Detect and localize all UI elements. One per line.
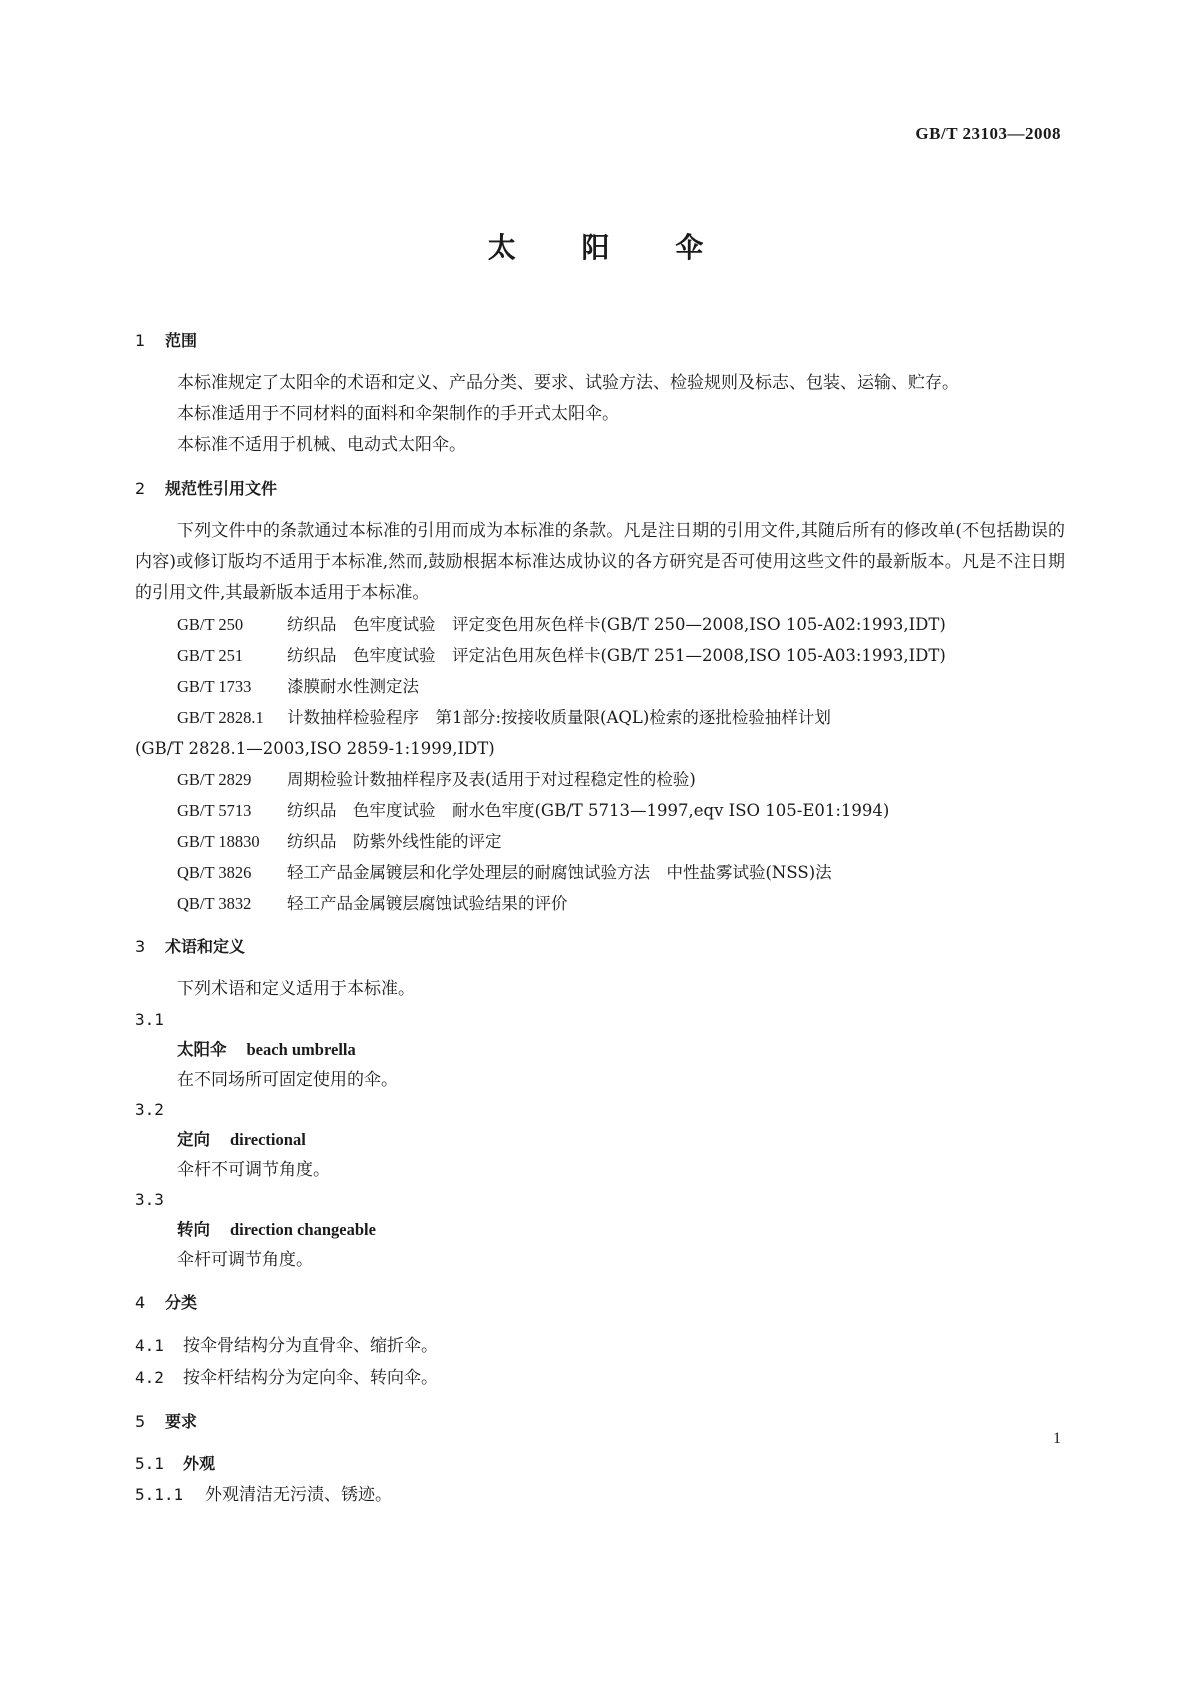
reference-item — [135, 671, 1065, 702]
section-number: 2 — [135, 479, 146, 498]
reference-item — [135, 857, 1065, 888]
page-number: 1 — [1053, 1430, 1061, 1447]
clause-text: 外观清洁无污渍、锈迹。 — [205, 1485, 392, 1505]
term — [135, 1215, 1065, 1245]
term — [135, 1125, 1065, 1155]
section-number: 1 — [135, 331, 146, 350]
clause-number: 5.1.1 — [135, 1485, 184, 1504]
reference-item — [135, 888, 1065, 919]
reference-item — [135, 826, 1065, 857]
subsection-title: 外观 — [183, 1454, 216, 1473]
clause-text: 按伞杆结构分为定向伞、转向伞。 — [183, 1368, 438, 1388]
title-char: 阳 — [581, 231, 610, 264]
clause — [135, 1479, 1065, 1511]
paragraph: 下列术语和定义适用于本标准。 — [177, 979, 415, 999]
subsection-number: 5.1 — [135, 1454, 164, 1473]
reference-code: QB/T 3826 — [177, 863, 252, 882]
term-zh: 太阳伞 — [177, 1040, 227, 1059]
term-number: 3.1 — [135, 1010, 164, 1029]
paragraph: 本标准不适用于机械、电动式太阳伞。 — [177, 435, 466, 455]
term-zh: 定向 — [177, 1130, 210, 1149]
reference-item — [135, 609, 1065, 640]
paragraph: 下列文件中的条款通过本标准的引用而成为本标准的条款。凡是注日期的引用文件,其随后所有的修改单(不包括勘误的内容)或修订版均不适用于本标准,然而,鼓励根据本标准达成协议的各方研究是否可使用这些文件的最新版本。凡是不注日期的引用文件,其最新版本适用于本标准。 — [135, 521, 1065, 603]
reference-title: 纺织品 色牢度试验 耐水色牢度(GB/T 5713—1997,eqv ISO 105-E01:1994) — [287, 801, 890, 820]
section-heading-requirements — [135, 1407, 1065, 1437]
title-char: 太 — [487, 231, 516, 264]
section-heading-classification — [135, 1288, 1065, 1318]
section-heading-terms — [135, 932, 1065, 962]
term-number: 3.2 — [135, 1100, 164, 1119]
document-title — [0, 226, 1191, 266]
reference-code: QB/T 3832 — [177, 894, 252, 913]
section-title: 规范性引用文件 — [165, 479, 278, 498]
reference-item-continuation — [135, 733, 1065, 764]
reference-code: GB/T 251 — [177, 646, 244, 665]
reference-code: GB/T 2828.1 — [177, 708, 264, 727]
clause — [135, 1330, 1065, 1362]
reference-item — [135, 795, 1065, 826]
reference-code: GB/T 1733 — [177, 677, 252, 696]
reference-code: GB/T 5713 — [177, 801, 252, 820]
reference-item — [135, 640, 1065, 671]
reference-title: 纺织品 防紫外线性能的评定 — [287, 832, 502, 851]
clause-text: 按伞骨结构分为直骨伞、缩折伞。 — [183, 1336, 438, 1356]
subsection-heading-appearance — [135, 1449, 1065, 1479]
term-en: direction changeable — [230, 1220, 376, 1239]
reference-title: (GB/T 2828.1—2003,ISO 2859-1:1999,IDT) — [135, 739, 495, 758]
paragraph: 本标准规定了太阳伞的术语和定义、产品分类、要求、试验方法、检验规则及标志、包装、运输、贮存。 — [177, 373, 959, 393]
term-en: beach umbrella — [246, 1040, 356, 1059]
term-definition: 伞杆可调节角度。 — [177, 1250, 313, 1270]
section-title: 要求 — [165, 1412, 198, 1431]
reference-code: GB/T 2829 — [177, 770, 252, 789]
reference-title: 轻工产品金属镀层和化学处理层的耐腐蚀试验方法 中性盐雾试验(NSS)法 — [287, 863, 832, 882]
section-number: 4 — [135, 1293, 146, 1312]
term — [135, 1035, 1065, 1065]
standard-number: GB/T 23103—2008 — [915, 124, 1061, 143]
section-number: 3 — [135, 937, 146, 956]
reference-title: 计数抽样检验程序 第1部分:按接收质量限(AQL)检索的逐批检验抽样计划 — [287, 708, 831, 727]
term-definition: 伞杆不可调节角度。 — [177, 1160, 330, 1180]
reference-item — [135, 702, 1065, 733]
reference-code: GB/T 18830 — [177, 832, 260, 851]
reference-title: 纺织品 色牢度试验 评定变色用灰色样卡(GB/T 250—2008,ISO 105-A02:1993,IDT) — [287, 615, 946, 634]
section-title: 术语和定义 — [165, 937, 246, 956]
reference-title: 纺织品 色牢度试验 评定沾色用灰色样卡(GB/T 251—2008,ISO 105-A03:1993,IDT) — [287, 646, 946, 665]
section-title: 分类 — [165, 1293, 198, 1312]
term-en: directional — [230, 1130, 306, 1149]
clause — [135, 1362, 1065, 1394]
clause-number: 4.1 — [135, 1336, 164, 1355]
term-definition: 在不同场所可固定使用的伞。 — [177, 1070, 398, 1090]
reference-code: GB/T 250 — [177, 615, 244, 634]
clause-number: 4.2 — [135, 1368, 164, 1387]
section-title: 范围 — [165, 331, 198, 350]
section-heading-normative-references — [135, 474, 1065, 504]
paragraph: 本标准适用于不同材料的面料和伞架制作的手开式太阳伞。 — [177, 404, 619, 424]
reference-title: 周期检验计数抽样程序及表(适用于对过程稳定性的检验) — [287, 770, 696, 789]
title-char: 伞 — [675, 231, 704, 264]
reference-title: 轻工产品金属镀层腐蚀试验结果的评价 — [287, 894, 568, 913]
document-body — [135, 326, 1065, 1511]
term-zh: 转向 — [177, 1220, 210, 1239]
section-heading-scope — [135, 326, 1065, 356]
reference-item — [135, 764, 1065, 795]
section-number: 5 — [135, 1412, 146, 1431]
reference-title: 漆膜耐水性测定法 — [287, 677, 419, 696]
term-number: 3.3 — [135, 1190, 164, 1209]
